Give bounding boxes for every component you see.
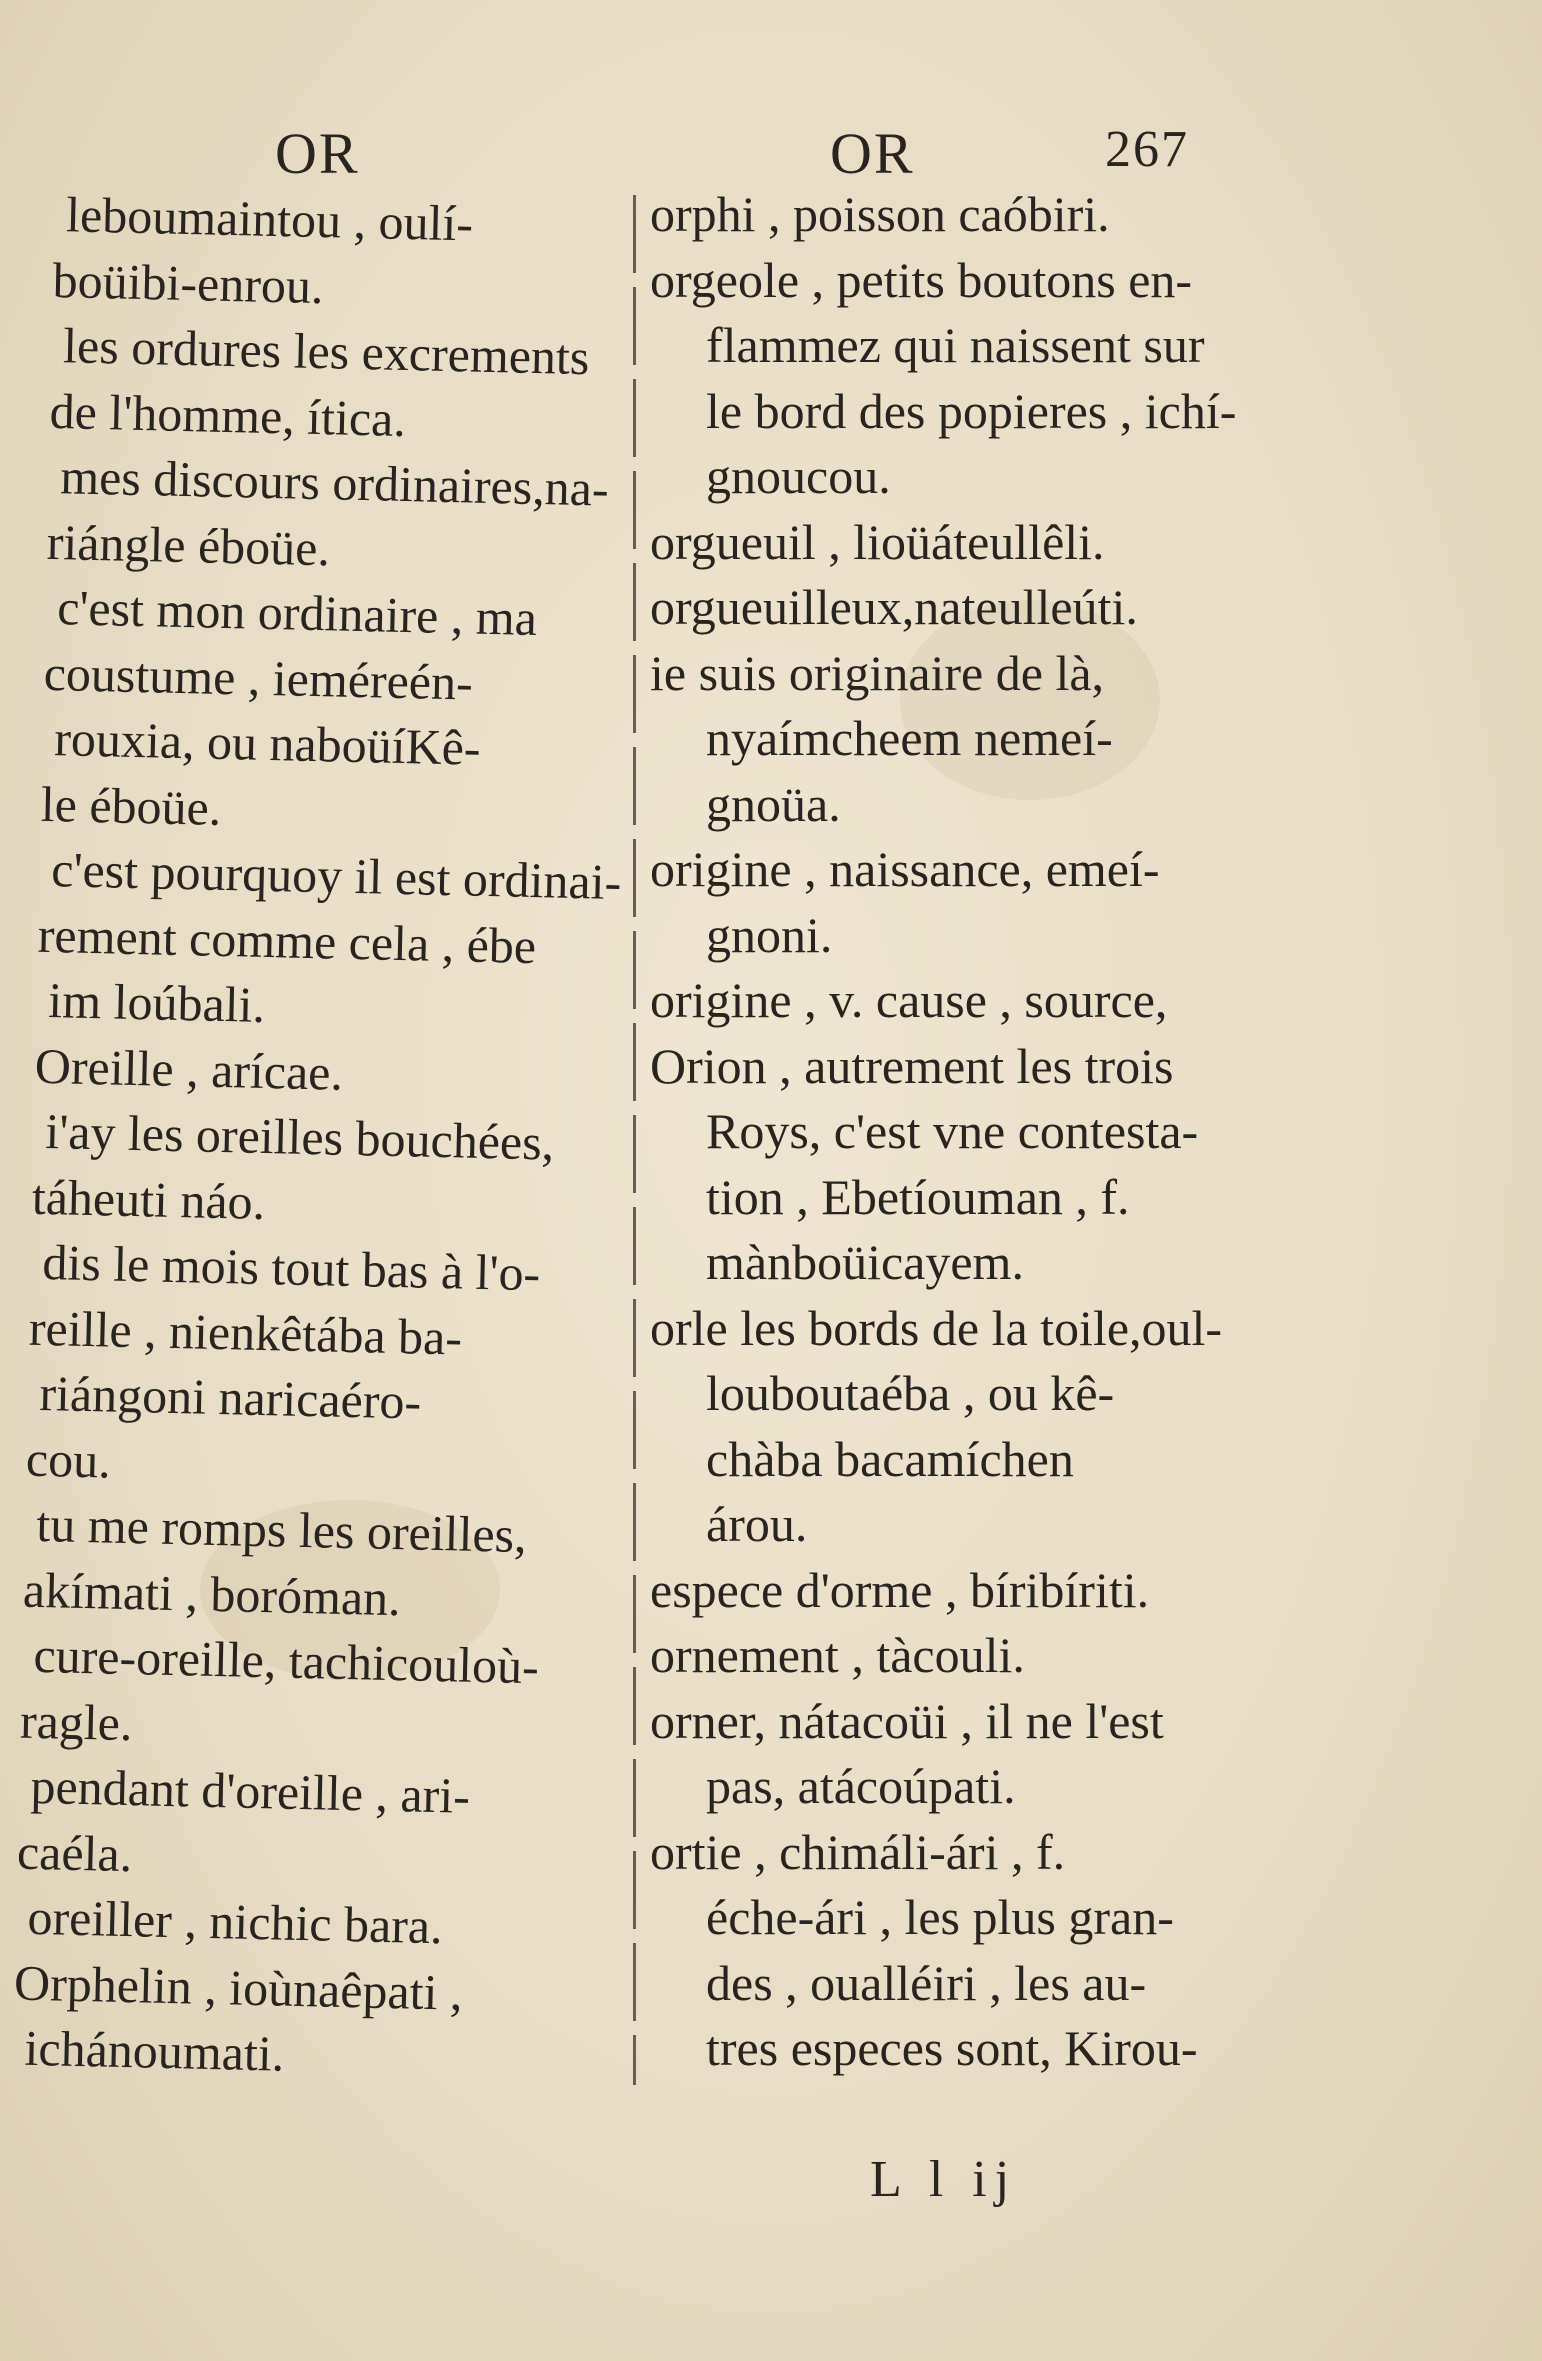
entry-line: c'est pourquoy il est ordinai-: [50, 841, 622, 911]
entry-line: reille , nienkêtába ba-: [28, 1299, 463, 1366]
entry-line: ornement , tàcouli.: [650, 1627, 1025, 1683]
entry-line: louboutaéba , ou kê-: [706, 1365, 1115, 1421]
entry-line: ortie , chimáli-ári , f.: [650, 1823, 1066, 1880]
entry-line: cure-oreille, tachicouloù-: [32, 1626, 540, 1695]
entry-line: flammez qui naissent sur: [706, 317, 1205, 373]
entry-line: éche-ári , les plus gran-: [706, 1889, 1174, 1945]
entry-line: oreiller , nichic bara.: [26, 1888, 444, 1955]
entry-line: riángle éboüe.: [46, 513, 331, 576]
entry-line: origine , v. cause , source,: [650, 972, 1168, 1028]
entry-line: pas, atácoúpati.: [706, 1758, 1016, 1814]
left-column: [12, 182, 625, 2094]
entry-line: ie suis originaire de là,: [650, 644, 1105, 701]
right-column: [650, 182, 1260, 2082]
entry-line: táheuti náo.: [31, 1168, 266, 1230]
entry-line: im loúbali.: [47, 972, 266, 1033]
entry-line: boüibi-enrou.: [52, 251, 325, 314]
entry-line: Orphelin , ioùnaêpati ,: [13, 1954, 464, 2021]
entry-line: orgueuilleux,nateulleúti.: [650, 579, 1138, 635]
entry-line: le bord des popieres , ichí-: [706, 382, 1237, 439]
entry-line: des , oualléiri , les au-: [706, 1954, 1147, 2011]
entry-line: espece d'orme , bíribíriti.: [650, 1561, 1150, 1618]
entry-line: riángoni naricaéro-: [38, 1364, 422, 1430]
running-head-left: OR: [275, 121, 360, 186]
entry-line: Roys, c'est vne contesta-: [706, 1103, 1199, 1159]
entry-line: gnoucou.: [706, 448, 891, 504]
entry-line: rement comme cela , ébe: [37, 906, 537, 974]
page-number: 267: [1105, 121, 1189, 178]
entry-line: mànboüicayem.: [706, 1234, 1024, 1290]
entry-line: leboumaintou , oulí-: [65, 186, 474, 252]
entry-line: de l'homme, ítica.: [49, 382, 407, 447]
entry-line: origine , naissance, emeí-: [650, 841, 1160, 897]
entry-line: orgeole , petits boutons en-: [650, 251, 1193, 308]
entry-line: tu me romps les oreilles,: [35, 1495, 528, 1564]
entry-line: akímati , boróman.: [22, 1561, 402, 1626]
entry-line: i'ay les oreilles bouchées,: [44, 1103, 555, 1171]
entry-line: orphi , poisson caóbiri.: [650, 186, 1110, 242]
entry-line: Orion , autrement les trois: [650, 1037, 1174, 1094]
entry-line: gnoni.: [706, 906, 833, 963]
entry-line: caéla.: [16, 1823, 133, 1882]
entry-line: tion , Ebetíouman , f.: [706, 1168, 1130, 1225]
entry-line: coustume , ieméreén-: [43, 644, 474, 711]
entry-line: dis le mois tout bas à l'o-: [41, 1234, 541, 1302]
entry-line: chàba bacamíchen: [706, 1430, 1074, 1487]
entry-line: orle les bords de la toile,oul-: [650, 1299, 1223, 1356]
entry-line: les ordures les excrements: [62, 317, 591, 386]
entry-line: cou.: [25, 1430, 112, 1489]
entry-line: árou.: [706, 1496, 808, 1552]
column-divider: [633, 195, 636, 2085]
entry-line: c'est mon ordinaire , ma: [56, 579, 538, 647]
entry-line: le éboüe.: [40, 775, 222, 836]
entry-line: tres especes sont, Kirou-: [706, 2020, 1198, 2076]
entry-line: orner, nátacoüi , il ne l'est: [650, 1692, 1164, 1749]
running-head-right: OR: [830, 121, 915, 186]
signature-mark: L l ij: [870, 2151, 1018, 2208]
entry-line: pendant d'oreille , ari-: [29, 1757, 471, 1824]
entry-line: ragle.: [19, 1692, 134, 1751]
entry-line: gnoüa.: [706, 775, 841, 832]
entry-line: nyaímcheem nemeí-: [706, 710, 1113, 766]
entry-line: ichánoumati.: [24, 2019, 285, 2082]
entry-line: rouxia, ou naboüíKê-: [53, 710, 482, 776]
entry-line: orgueuil , lioüáteullêli.: [650, 513, 1105, 570]
entry-line: mes discours ordinaires,na-: [59, 448, 610, 517]
entry-line: Oreille , arícae.: [34, 1037, 344, 1101]
